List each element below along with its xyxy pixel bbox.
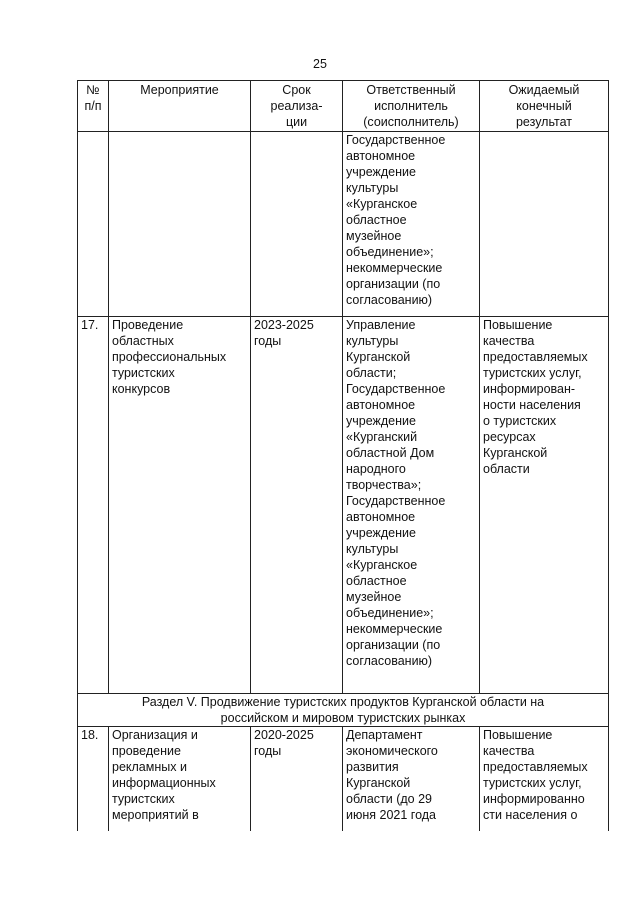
cell-responsible-text xyxy=(346,132,476,308)
text-line: автономное xyxy=(346,149,416,163)
text-line: качества xyxy=(483,334,535,348)
text-line: культуры xyxy=(346,542,399,556)
cell-number-text xyxy=(81,317,105,333)
header-event xyxy=(109,81,251,132)
text-line: объединение»; xyxy=(346,606,434,620)
cell-event xyxy=(109,727,251,831)
cell-result xyxy=(480,317,609,694)
text-line: июня 2021 года xyxy=(346,808,436,822)
text-line: проведение xyxy=(112,744,181,758)
text-line: результат xyxy=(515,115,572,129)
cell-event-text xyxy=(112,727,247,823)
text-line: информирован- xyxy=(483,382,576,396)
text-line: ности населения xyxy=(483,398,581,412)
text-line: Государственное xyxy=(346,133,446,147)
text-line: информированно xyxy=(483,792,585,806)
text-line: годы xyxy=(254,744,282,758)
text-line: 18. xyxy=(81,728,99,742)
table-row xyxy=(78,132,609,317)
text-line: творчества»; xyxy=(346,478,422,492)
text-line: туристских услуг, xyxy=(483,366,582,380)
text-line: профессиональных xyxy=(112,350,227,364)
text-line: Организация и xyxy=(112,728,198,742)
cell-term xyxy=(251,727,343,831)
text-line: Государственное xyxy=(346,382,446,396)
section-title xyxy=(78,694,609,727)
header-result xyxy=(480,81,609,132)
text-line: учреждение xyxy=(346,165,416,179)
cell-event xyxy=(109,132,251,317)
text-line: Ожидаемый xyxy=(508,83,580,97)
text-line: туристских xyxy=(112,366,175,380)
text-line: областных xyxy=(112,334,174,348)
text-line: предоставляемых xyxy=(483,350,588,364)
text-line: «Курганский xyxy=(346,430,418,444)
table-row xyxy=(78,727,609,831)
text-line: автономное xyxy=(346,398,416,412)
text-line: Ответственный xyxy=(366,83,456,97)
text-line: мероприятий в xyxy=(112,808,199,822)
text-line: российском и мировом туристских рынках xyxy=(220,711,466,725)
section-title-text xyxy=(81,694,605,726)
text-line: учреждение xyxy=(346,414,416,428)
text-line: информационных xyxy=(112,776,216,790)
measures-table xyxy=(77,80,609,831)
text-line: Мероприятие xyxy=(140,83,219,97)
text-line: организации (по xyxy=(346,638,441,652)
cell-responsible xyxy=(343,132,480,317)
cell-term-text xyxy=(254,317,339,349)
text-line: культуры xyxy=(346,334,399,348)
text-line: экономического xyxy=(346,744,438,758)
text-line: музейное xyxy=(346,590,402,604)
header-term xyxy=(251,81,343,132)
cell-responsible-text xyxy=(346,317,476,669)
text-line: туристских xyxy=(112,792,175,806)
text-line: объединение»; xyxy=(346,245,434,259)
cell-responsible xyxy=(343,727,480,831)
text-line: «Курганское xyxy=(346,558,418,572)
header-responsible xyxy=(343,81,480,132)
text-line: туристских услуг, xyxy=(483,776,582,790)
cell-term xyxy=(251,132,343,317)
text-line: области (до 29 xyxy=(346,792,433,806)
text-line: Повышение xyxy=(483,318,553,332)
text-line: музейное xyxy=(346,229,402,243)
cell-number xyxy=(78,317,109,694)
text-line: исполнитель xyxy=(374,99,448,113)
text-line: Повышение xyxy=(483,728,553,742)
text-line: культуры xyxy=(346,181,399,195)
table-body xyxy=(78,132,609,831)
text-line: некоммерческие xyxy=(346,622,443,636)
text-line: области xyxy=(483,462,530,476)
text-line: Курганской xyxy=(346,350,411,364)
text-line: учреждение xyxy=(346,526,416,540)
cell-result xyxy=(480,132,609,317)
text-line: развития xyxy=(346,760,399,774)
text-line: организации (по xyxy=(346,277,441,291)
cell-number xyxy=(78,132,109,317)
text-line: 2020-2025 xyxy=(254,728,314,742)
header-responsible-text xyxy=(346,82,476,130)
cell-responsible xyxy=(343,317,480,694)
text-line: ресурсах xyxy=(483,430,536,444)
text-line: Государственное xyxy=(346,494,446,508)
table-row xyxy=(78,317,609,694)
text-line: «Курганское xyxy=(346,197,418,211)
text-line: Курганской xyxy=(346,776,411,790)
text-line: 17. xyxy=(81,318,99,332)
cell-number-text xyxy=(81,727,105,743)
text-line: 2023-2025 xyxy=(254,318,314,332)
text-line: областное xyxy=(346,213,407,227)
cell-term-text xyxy=(254,727,339,759)
text-line: согласованию) xyxy=(346,654,433,668)
text-line: ции xyxy=(285,115,308,129)
section-row xyxy=(78,694,609,727)
text-line: № xyxy=(86,83,100,97)
cell-responsible-text xyxy=(346,727,476,823)
text-line: Проведение xyxy=(112,318,184,332)
text-line: качества xyxy=(483,744,535,758)
header-number-text xyxy=(81,82,105,114)
text-line: предоставляемых xyxy=(483,760,588,774)
header-result-text xyxy=(483,82,605,130)
cell-number xyxy=(78,727,109,831)
cell-result-text xyxy=(483,317,605,477)
cell-event-text xyxy=(112,317,247,397)
header-term-text xyxy=(254,82,339,130)
cell-term xyxy=(251,317,343,694)
text-line: Управление xyxy=(346,318,416,332)
text-line: Срок xyxy=(282,83,311,97)
text-line: области; xyxy=(346,366,397,380)
text-line: реализа- xyxy=(270,99,323,113)
text-line: годы xyxy=(254,334,282,348)
text-line: Курганской xyxy=(483,446,548,460)
text-line: конкурсов xyxy=(112,382,171,396)
text-line: п/п xyxy=(84,99,102,113)
cell-event xyxy=(109,317,251,694)
table-header-row xyxy=(78,81,609,132)
text-line: конечный xyxy=(516,99,572,113)
header-event-text xyxy=(112,82,247,98)
text-line: Раздел V. Продвижение туристских продуктов Курганской области на xyxy=(141,695,545,709)
header-number xyxy=(78,81,109,132)
text-line: сти населения о xyxy=(483,808,578,822)
cell-result xyxy=(480,727,609,831)
text-line: (соисполнитель) xyxy=(363,115,459,129)
text-line: автономное xyxy=(346,510,416,524)
text-line: народного xyxy=(346,462,406,476)
cell-result-text xyxy=(483,727,605,823)
text-line: о туристских xyxy=(483,414,557,428)
text-line: рекламных и xyxy=(112,760,187,774)
text-line: областное xyxy=(346,574,407,588)
text-line: согласованию) xyxy=(346,293,433,307)
text-line: областной Дом xyxy=(346,446,435,460)
page-number: 25 xyxy=(313,57,327,71)
text-line: Департамент xyxy=(346,728,423,742)
text-line: некоммерческие xyxy=(346,261,443,275)
